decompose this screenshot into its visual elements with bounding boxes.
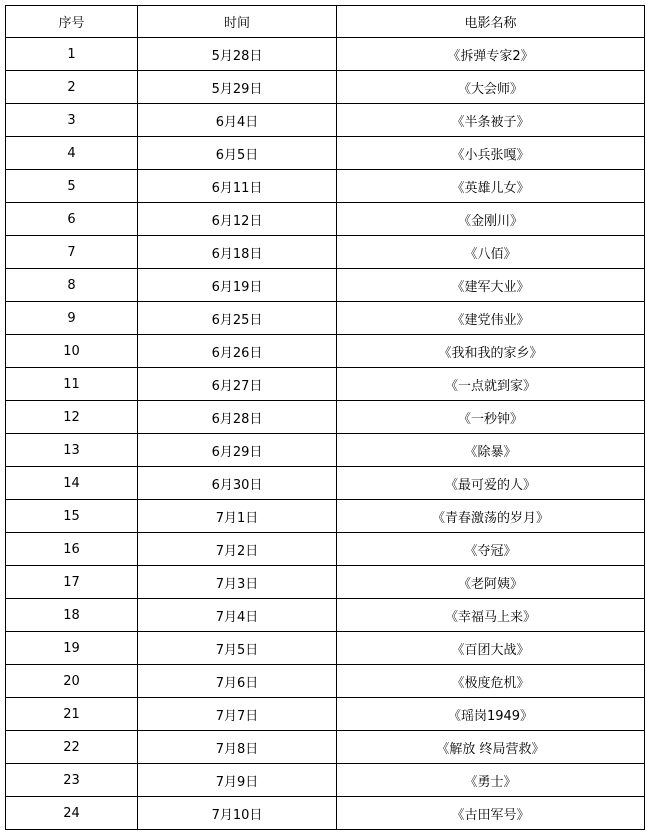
cell-title[interactable]: 《小兵张嘎》 [337,137,645,170]
cell-date[interactable]: 7月10日 [138,797,337,830]
cell-index[interactable]: 18 [6,599,138,632]
table-row [6,71,645,104]
table-row [6,566,645,599]
table-body [6,38,645,830]
cell-title[interactable]: 《建党伟业》 [337,302,645,335]
cell-date[interactable]: 7月6日 [138,665,337,698]
table-row [6,599,645,632]
cell-title[interactable]: 《勇士》 [337,764,645,797]
cell-date[interactable]: 5月28日 [138,38,337,71]
cell-date[interactable]: 7月8日 [138,731,337,764]
cell-date[interactable]: 7月9日 [138,764,337,797]
cell-index[interactable]: 14 [6,467,138,500]
cell-date[interactable]: 7月5日 [138,632,337,665]
table-row [6,797,645,830]
header-index[interactable]: 序号 [6,6,138,38]
cell-index[interactable]: 19 [6,632,138,665]
cell-title[interactable]: 《半条被子》 [337,104,645,137]
cell-index[interactable]: 9 [6,302,138,335]
table-row [6,236,645,269]
cell-title[interactable]: 《百团大战》 [337,632,645,665]
table-row [6,665,645,698]
cell-title[interactable]: 《青春激荡的岁月》 [337,500,645,533]
table-row [6,269,645,302]
cell-title[interactable]: 《我和我的家乡》 [337,335,645,368]
table-row [6,434,645,467]
cell-index[interactable]: 4 [6,137,138,170]
cell-title[interactable]: 《一秒钟》 [337,401,645,434]
table-row [6,731,645,764]
cell-index[interactable]: 10 [6,335,138,368]
cell-title[interactable]: 《夺冠》 [337,533,645,566]
cell-date[interactable]: 6月25日 [138,302,337,335]
cell-date[interactable]: 6月28日 [138,401,337,434]
cell-index[interactable]: 6 [6,203,138,236]
table-row [6,698,645,731]
cell-title[interactable]: 《解放 终局营救》 [337,731,645,764]
table-row [6,203,645,236]
cell-title[interactable]: 《英雄儿女》 [337,170,645,203]
cell-index[interactable]: 7 [6,236,138,269]
cell-index[interactable]: 3 [6,104,138,137]
cell-date[interactable]: 7月1日 [138,500,337,533]
cell-index[interactable]: 24 [6,797,138,830]
cell-date[interactable]: 7月4日 [138,599,337,632]
cell-index[interactable]: 15 [6,500,138,533]
table-row [6,764,645,797]
header-row [6,6,645,38]
table-row [6,137,645,170]
cell-title[interactable]: 《极度危机》 [337,665,645,698]
cell-date[interactable]: 7月2日 [138,533,337,566]
cell-title[interactable]: 《金刚川》 [337,203,645,236]
header-title[interactable]: 电影名称 [337,6,645,38]
cell-title[interactable]: 《幸福马上来》 [337,599,645,632]
cell-date[interactable]: 6月29日 [138,434,337,467]
cell-date[interactable]: 6月19日 [138,269,337,302]
cell-date[interactable]: 6月11日 [138,170,337,203]
cell-title[interactable]: 《古田军号》 [337,797,645,830]
cell-index[interactable]: 23 [6,764,138,797]
header-date[interactable]: 时间 [138,6,337,38]
cell-index[interactable]: 12 [6,401,138,434]
cell-date[interactable]: 6月27日 [138,368,337,401]
table-row [6,104,645,137]
table-row [6,38,645,71]
cell-index[interactable]: 5 [6,170,138,203]
cell-title[interactable]: 《老阿姨》 [337,566,645,599]
cell-title[interactable]: 《最可爱的人》 [337,467,645,500]
table-row [6,368,645,401]
table-row [6,302,645,335]
cell-title[interactable]: 《瑶岗1949》 [337,698,645,731]
cell-date[interactable]: 7月7日 [138,698,337,731]
cell-index[interactable]: 13 [6,434,138,467]
cell-title[interactable]: 《一点就到家》 [337,368,645,401]
cell-date[interactable]: 5月29日 [138,71,337,104]
cell-index[interactable]: 2 [6,71,138,104]
cell-date[interactable]: 6月26日 [138,335,337,368]
cell-date[interactable]: 7月3日 [138,566,337,599]
cell-title[interactable]: 《拆弹专家2》 [337,38,645,71]
cell-index[interactable]: 11 [6,368,138,401]
table-row [6,170,645,203]
cell-date[interactable]: 6月18日 [138,236,337,269]
table-row [6,401,645,434]
cell-index[interactable]: 20 [6,665,138,698]
cell-index[interactable]: 17 [6,566,138,599]
table-row [6,632,645,665]
cell-index[interactable]: 1 [6,38,138,71]
table-row [6,533,645,566]
cell-title[interactable]: 《建军大业》 [337,269,645,302]
cell-date[interactable]: 6月4日 [138,104,337,137]
cell-date[interactable]: 6月12日 [138,203,337,236]
cell-title[interactable]: 《八佰》 [337,236,645,269]
table-header [6,6,645,38]
movie-schedule-table [5,5,645,830]
cell-index[interactable]: 8 [6,269,138,302]
cell-title[interactable]: 《除暴》 [337,434,645,467]
table-row [6,335,645,368]
table-row [6,467,645,500]
cell-index[interactable]: 22 [6,731,138,764]
cell-title[interactable]: 《大会师》 [337,71,645,104]
cell-date[interactable]: 6月30日 [138,467,337,500]
cell-index[interactable]: 21 [6,698,138,731]
table-row [6,500,645,533]
cell-index[interactable]: 16 [6,533,138,566]
cell-date[interactable]: 6月5日 [138,137,337,170]
